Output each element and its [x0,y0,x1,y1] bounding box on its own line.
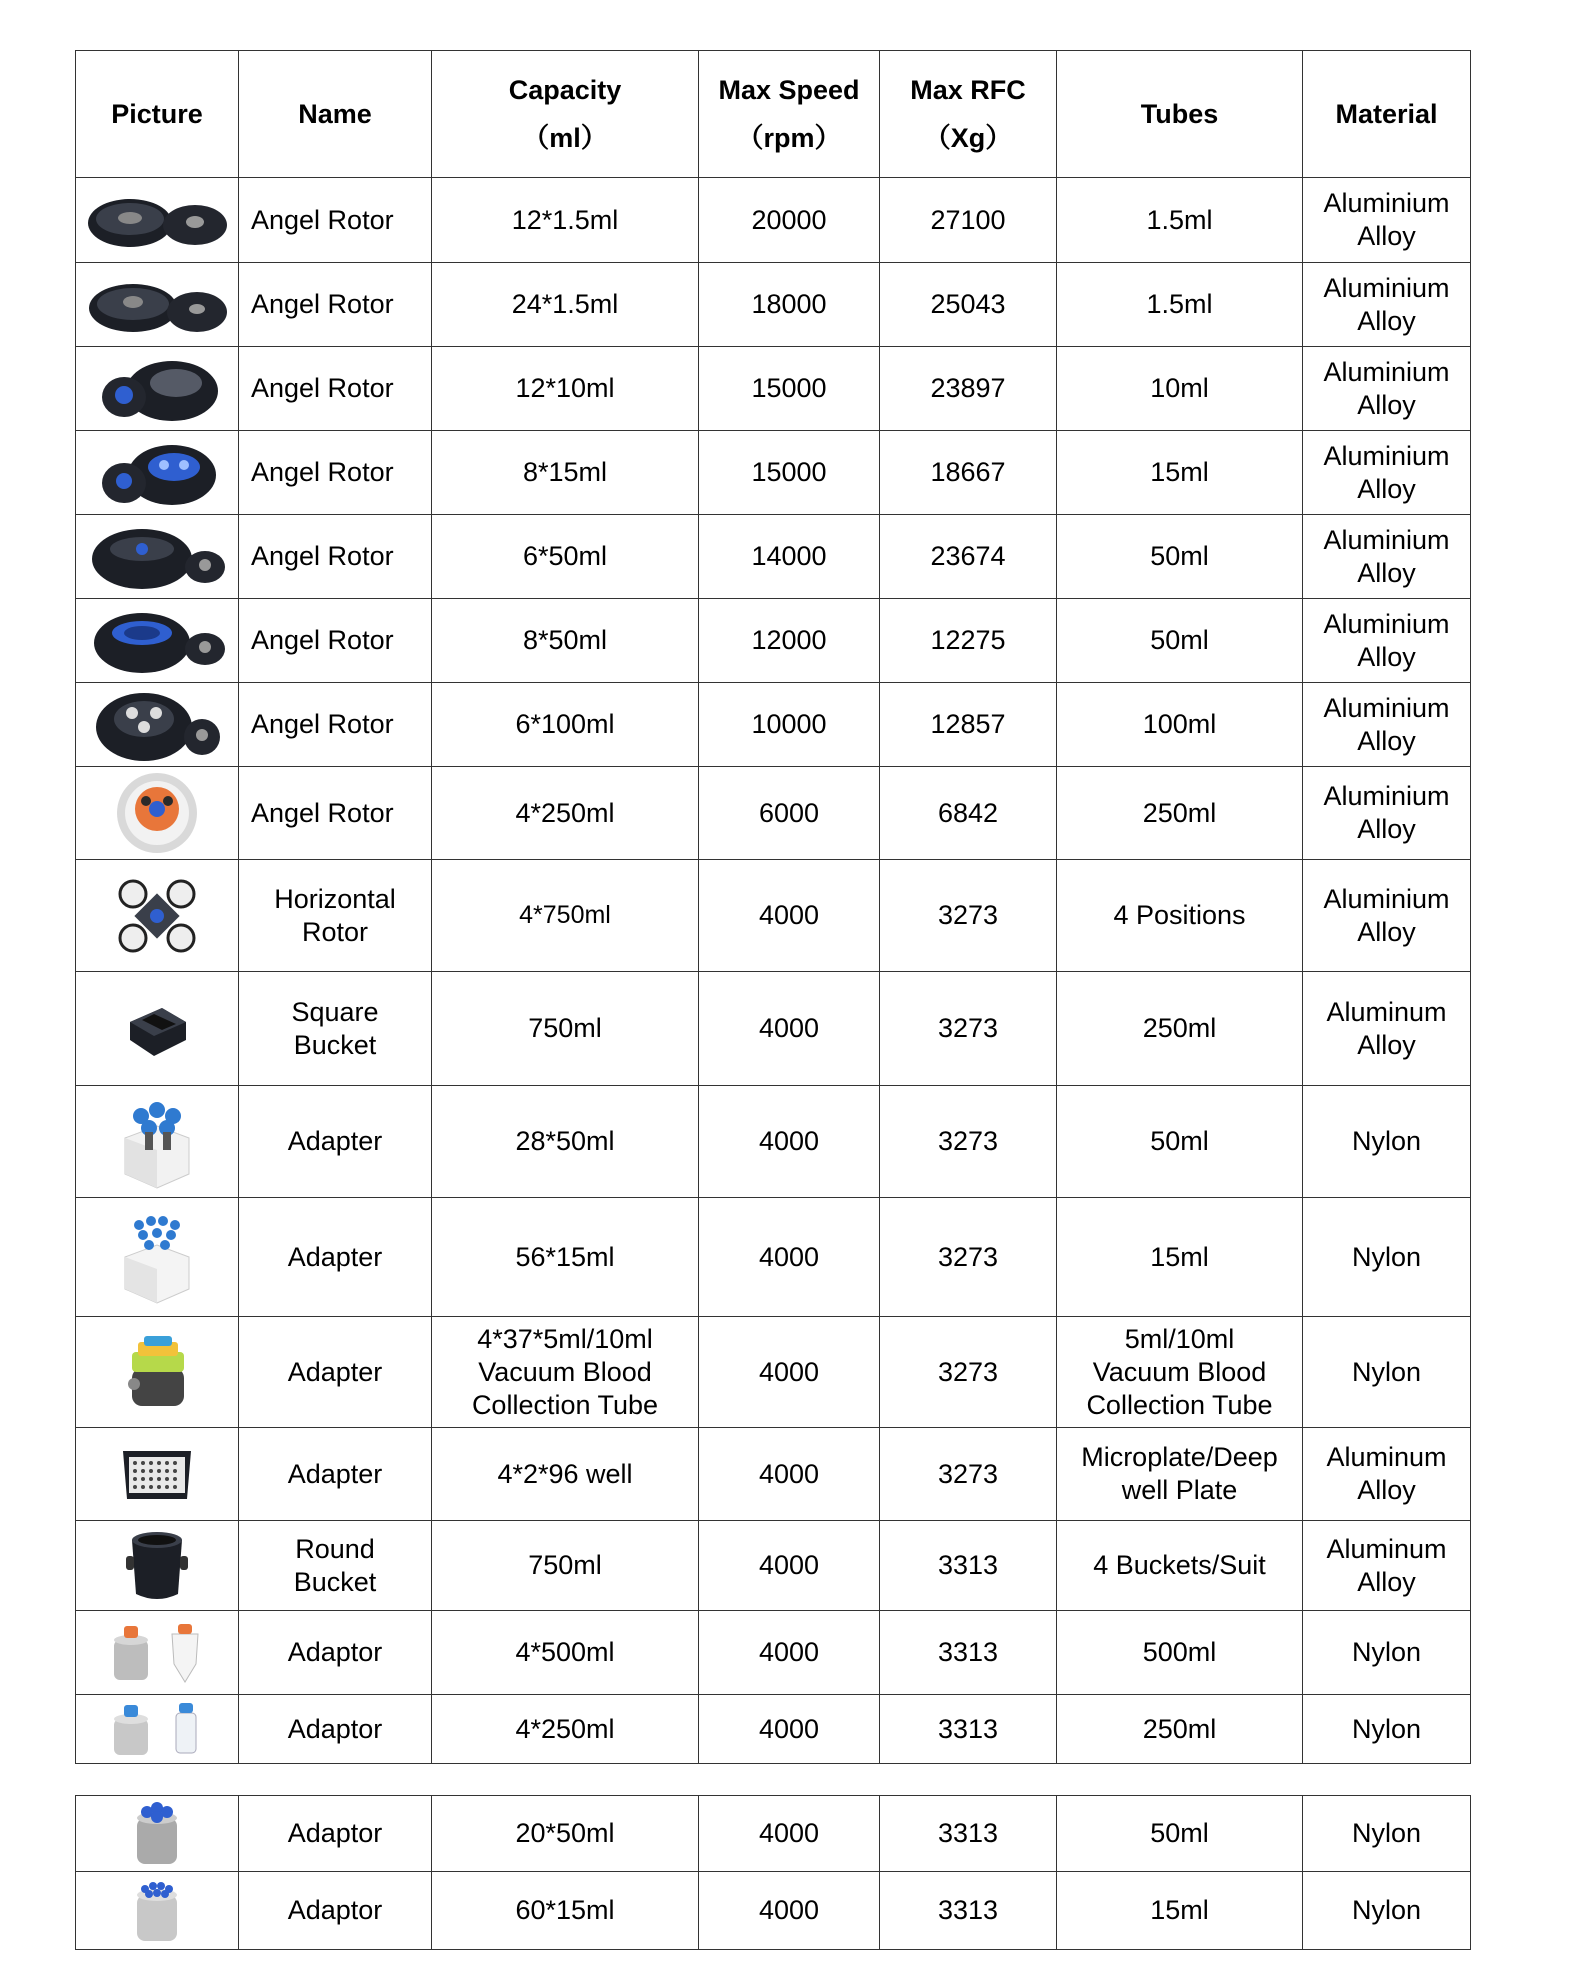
table-row [76,178,1471,263]
material-line: Alloy [1357,916,1416,947]
material-cell: Nylon [1303,1695,1471,1764]
tubes-cell: 250ml [1057,972,1303,1086]
speed-cell: 4000 [699,972,880,1086]
name-line: Bucket [293,1566,377,1597]
tubes-line: Microplate/Deep [1081,1442,1278,1472]
picture-cell [76,515,239,599]
header-capacity-unit: （ml） [522,123,608,153]
table-row [76,1796,1471,1872]
header-max-rfc [880,51,1057,178]
capacity-line: Vacuum Blood [478,1356,652,1387]
picture-cell [76,860,239,972]
material-line: Alloy [1357,305,1416,336]
rfc-cell: 3313 [880,1611,1057,1695]
speed-cell: 4000 [699,1086,880,1198]
rfc-cell: 3273 [880,972,1057,1086]
tubes-cell: 250ml [1057,1695,1303,1764]
speed-cell: 4000 [699,860,880,972]
cylinder-adaptor-icon [129,1800,185,1868]
name-cell: Angel Rotor [239,178,432,263]
table-row [76,972,1471,1086]
adaptor-spec-table [75,1795,1471,1950]
material-cell: Nylon [1303,1611,1471,1695]
capacity-cell: 750ml [432,1521,699,1611]
material-cell: Nylon [1303,1872,1471,1950]
picture-cell [76,1317,239,1428]
table-row [76,1611,1471,1695]
name-cell: Adapter [239,1086,432,1198]
angle-rotor-icon [92,353,222,425]
material-line: Aluminium [1323,356,1450,387]
tubes-cell: 500ml [1057,1611,1303,1695]
square-bucket-icon [122,996,192,1062]
material-line: Aluminium [1323,272,1450,303]
material-line: Aluminium [1323,692,1450,723]
angle-rotor-icon [87,605,227,677]
tubes-cell [1057,1317,1303,1428]
table-row [76,1198,1471,1317]
picture-cell [76,178,239,263]
material-cell: Nylon [1303,1796,1471,1872]
table-row [76,431,1471,515]
capacity-line: 4*37*5ml/10ml [477,1323,653,1354]
name-cell [239,860,432,972]
table-row [76,860,1471,972]
name-cell [239,972,432,1086]
header-row [76,51,1471,178]
header-capacity [432,51,699,178]
material-line: Aluminium [1323,608,1450,639]
table-row [76,1086,1471,1198]
material-line: Alloy [1357,1566,1416,1597]
speed-cell: 4000 [699,1872,880,1950]
material-line: Aluminium [1323,883,1450,914]
table-row [76,1872,1471,1950]
adapter-icon [119,1209,195,1305]
speed-cell: 10000 [699,683,880,767]
capacity-cell: 24*1.5ml [432,263,699,347]
material-line: Aluminum [1326,1533,1447,1564]
name-line: Horizontal [274,883,396,914]
bottle-adaptor-icon [102,1699,212,1759]
tubes-line: Vacuum Blood [1092,1356,1267,1387]
capacity-cell: 4*250ml [432,1695,699,1764]
material-line: Alloy [1357,814,1416,844]
name-line: Bucket [293,1029,377,1060]
name-cell: Adapter [239,1317,432,1428]
material-line: Aluminium [1323,524,1450,555]
tubes-cell: 15ml [1057,1198,1303,1317]
name-cell: Angel Rotor [239,263,432,347]
capacity-cell: 12*10ml [432,347,699,431]
capacity-cell: 20*50ml [432,1796,699,1872]
tubes-cell: 100ml [1057,683,1303,767]
speed-cell: 14000 [699,515,880,599]
speed-cell: 4000 [699,1521,880,1611]
speed-cell: 4000 [699,1695,880,1764]
round-bucket-icon [122,1528,192,1604]
tubes-cell: 10ml [1057,347,1303,431]
material-cell: Nylon [1303,1086,1471,1198]
rfc-cell: 23674 [880,515,1057,599]
material-cell [1303,515,1471,599]
table-row [76,515,1471,599]
adapter-icon [119,1094,195,1190]
name-cell: Angel Rotor [239,431,432,515]
blood-tube-adapter-icon [122,1334,192,1410]
material-line: Alloy [1357,725,1416,756]
rfc-cell: 12275 [880,599,1057,683]
material-cell [1303,1428,1471,1521]
capacity-cell: 6*100ml [432,683,699,767]
header-max-speed-unit: （rpm） [736,123,842,153]
capacity-cell: 4*2*96 well [432,1428,699,1521]
angle-rotor-icon [87,521,227,593]
table-row [76,599,1471,683]
angle-rotor-icon [85,185,230,255]
angle-rotor-icon [85,270,230,340]
tubes-line: Collection Tube [1086,1389,1273,1420]
picture-cell [76,1611,239,1695]
material-line: Alloy [1357,389,1416,420]
header-capacity-label: Capacity [508,75,622,105]
name-line: Round [295,1533,375,1564]
picture-cell [76,1796,239,1872]
tubes-line: well Plate [1121,1475,1238,1505]
rfc-cell: 3313 [880,1872,1057,1950]
header-max-rfc-unit: （Xg） [923,123,1013,153]
header-max-speed [699,51,880,178]
speed-cell: 4000 [699,1428,880,1521]
material-line: Alloy [1357,221,1416,251]
material-cell [1303,767,1471,860]
angle-rotor-icon [112,771,202,855]
tubes-cell: 50ml [1057,1796,1303,1872]
microplate-adapter-icon [117,1443,197,1505]
bottle-adaptor-icon [102,1620,212,1686]
rfc-cell: 12857 [880,683,1057,767]
name-cell: Angel Rotor [239,347,432,431]
header-name: Name [239,51,432,178]
capacity-cell: 4*750ml [432,860,699,972]
picture-cell [76,263,239,347]
speed-cell: 15000 [699,431,880,515]
material-cell [1303,263,1471,347]
picture-cell [76,1695,239,1764]
capacity-cell: 750ml [432,972,699,1086]
tubes-cell [1057,1428,1303,1521]
tubes-cell: 4 Positions [1057,860,1303,972]
material-line: Alloy [1357,1029,1416,1060]
picture-cell [76,1872,239,1950]
picture-cell [76,767,239,860]
rfc-cell: 23897 [880,347,1057,431]
picture-cell [76,1086,239,1198]
table-row [76,767,1471,860]
capacity-line: Collection Tube [471,1389,659,1420]
rfc-cell: 3313 [880,1695,1057,1764]
material-cell: Nylon [1303,1317,1471,1428]
material-line: Alloy [1357,1475,1416,1505]
speed-cell: 12000 [699,599,880,683]
speed-cell: 4000 [699,1317,880,1428]
capacity-cell: 4*500ml [432,1611,699,1695]
material-cell: Nylon [1303,1198,1471,1317]
table-row [76,683,1471,767]
name-line: Rotor [301,916,369,947]
speed-cell: 15000 [699,347,880,431]
material-cell [1303,972,1471,1086]
name-cell: Angel Rotor [239,599,432,683]
capacity-cell [432,1317,699,1428]
material-line: Aluminium [1323,188,1450,218]
tubes-cell: 1.5ml [1057,178,1303,263]
material-cell [1303,178,1471,263]
rfc-cell: 3313 [880,1796,1057,1872]
name-cell: Adaptor [239,1611,432,1695]
name-cell: Adaptor [239,1695,432,1764]
picture-cell [76,1521,239,1611]
tubes-cell: 15ml [1057,1872,1303,1950]
material-line: Alloy [1357,641,1416,672]
picture-cell [76,599,239,683]
angle-rotor-icon [92,687,222,763]
speed-cell: 6000 [699,767,880,860]
tubes-cell: 50ml [1057,515,1303,599]
material-line: Aluminium [1323,440,1450,471]
rfc-cell: 18667 [880,431,1057,515]
capacity-cell: 28*50ml [432,1086,699,1198]
rfc-cell: 3273 [880,1086,1057,1198]
name-cell: Angel Rotor [239,767,432,860]
rotor-spec-table [75,50,1471,1764]
table-row [76,263,1471,347]
capacity-cell: 4*250ml [432,767,699,860]
name-cell: Adaptor [239,1872,432,1950]
tubes-cell: 15ml [1057,431,1303,515]
header-max-rfc-label: Max RFC [910,75,1026,105]
rfc-cell: 3273 [880,860,1057,972]
rfc-cell: 3313 [880,1521,1057,1611]
name-line: Square [291,996,379,1027]
table-row [76,347,1471,431]
name-cell: Adapter [239,1198,432,1317]
speed-cell: 4000 [699,1796,880,1872]
capacity-cell: 56*15ml [432,1198,699,1317]
header-max-speed-label: Max Speed [718,75,860,105]
table-row [76,1695,1471,1764]
material-cell [1303,599,1471,683]
tubes-cell: 50ml [1057,599,1303,683]
name-cell: Adapter [239,1428,432,1521]
speed-cell: 18000 [699,263,880,347]
picture-cell [76,1198,239,1317]
table-row [76,1521,1471,1611]
material-cell [1303,683,1471,767]
header-material: Material [1303,51,1471,178]
rfc-cell: 6842 [880,767,1057,860]
tubes-cell: 50ml [1057,1086,1303,1198]
capacity-cell: 12*1.5ml [432,178,699,263]
table-row [76,1428,1471,1521]
tubes-cell: 250ml [1057,767,1303,860]
name-cell: Angel Rotor [239,683,432,767]
cylinder-adaptor-icon [129,1877,185,1945]
name-cell: Adaptor [239,1796,432,1872]
rfc-cell: 27100 [880,178,1057,263]
material-line: Aluminum [1326,996,1447,1027]
tubes-line: 5ml/10ml [1124,1323,1235,1354]
picture-cell [76,683,239,767]
name-cell: Angel Rotor [239,515,432,599]
tubes-cell: 1.5ml [1057,263,1303,347]
material-cell [1303,860,1471,972]
rfc-cell: 3273 [880,1317,1057,1428]
angle-rotor-icon [92,437,222,509]
rfc-cell: 3273 [880,1198,1057,1317]
rfc-cell: 25043 [880,263,1057,347]
horizontal-rotor-icon [115,876,199,956]
rfc-cell: 3273 [880,1428,1057,1521]
picture-cell [76,431,239,515]
tubes-cell: 4 Buckets/Suit [1057,1521,1303,1611]
speed-cell: 4000 [699,1198,880,1317]
material-cell [1303,431,1471,515]
material-line: Alloy [1357,473,1416,504]
material-line: Alloy [1357,557,1416,588]
table-row [76,1317,1471,1428]
header-tubes: Tubes [1057,51,1303,178]
material-line: Aluminium [1323,781,1450,811]
picture-cell [76,1428,239,1521]
picture-cell [76,972,239,1086]
speed-cell: 4000 [699,1611,880,1695]
picture-cell [76,347,239,431]
capacity-cell: 8*15ml [432,431,699,515]
material-line: Aluminum [1326,1442,1447,1472]
capacity-cell: 60*15ml [432,1872,699,1950]
header-picture: Picture [76,51,239,178]
material-cell [1303,347,1471,431]
material-cell [1303,1521,1471,1611]
name-cell [239,1521,432,1611]
capacity-cell: 6*50ml [432,515,699,599]
speed-cell: 20000 [699,178,880,263]
capacity-cell: 8*50ml [432,599,699,683]
